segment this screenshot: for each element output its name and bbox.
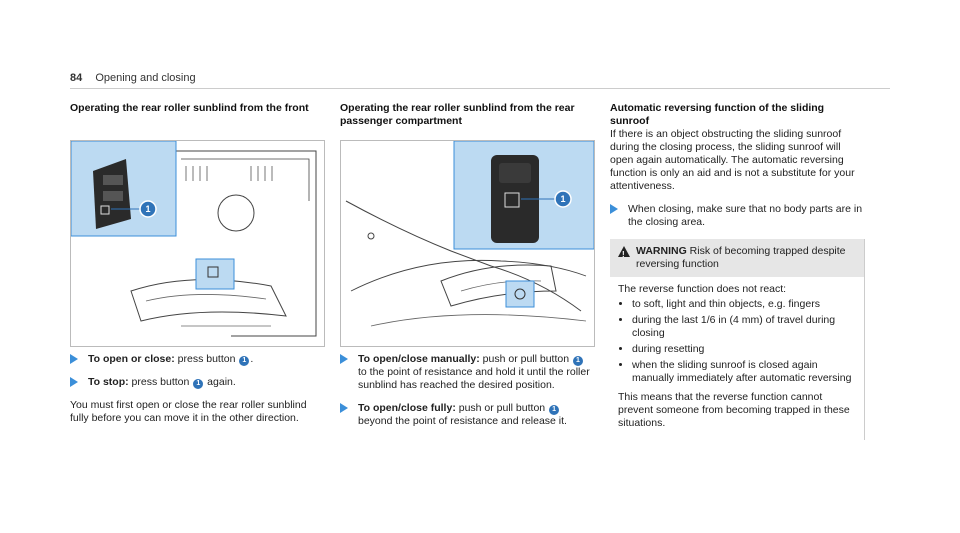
step-label: To open or close: (88, 353, 175, 365)
header-divider (70, 88, 890, 89)
page-number: 84 (70, 72, 83, 84)
step-label: To open/close manually: (358, 353, 480, 365)
step-open-close: To open or close: press button 1 . (70, 353, 325, 366)
callout-badge: 1 (549, 405, 559, 415)
paragraph-intro: If there is an object obstructing the sliding sunroof during the closing process, the sliding sunroof will open again automatically. The automatic reversing function is only an aid and is not a substitute for your attentiveness. (610, 128, 855, 192)
step-closing-caution: When closing, make sure that no body parts are in the closing area. (610, 203, 865, 229)
step-arrow-icon (340, 354, 348, 364)
figure-rear-door-panel (340, 140, 595, 347)
step-stop: To stop: press button 1 again. (70, 376, 325, 389)
warning-body (610, 277, 864, 440)
heading-sunroof: Automatic reversing function of the sliding sunroof (610, 102, 825, 127)
column-rear-steps (340, 353, 595, 438)
step-arrow-icon (610, 204, 618, 214)
warning-header (610, 239, 864, 277)
section-title: Opening and closing (95, 72, 196, 84)
warning-outro: This means that the reverse function cannot prevent someone from becoming trapped in these situations. (618, 391, 850, 429)
column-front (70, 102, 325, 115)
list-item: • when the sliding sunroof is closed again manually immediately after automatic reversing (632, 359, 856, 385)
page-header (70, 72, 196, 84)
list-item: • to soft, light and thin objects, e.g. fingers (632, 298, 856, 311)
warning-box (610, 239, 865, 440)
warning-bullet-list (618, 298, 856, 385)
overhead-panel-illustration (71, 141, 324, 346)
list-item: • during resetting (632, 343, 856, 356)
step-open-close-fully: To open/close fully: push or pull button 1 beyond the point of resistance and release it. (340, 402, 595, 428)
callout-badge: 1 (573, 356, 583, 366)
callout-1-label: 1 (560, 194, 566, 204)
warning-triangle-icon (618, 246, 630, 257)
step-label: To open/close fully: (358, 402, 456, 414)
step-arrow-icon (70, 354, 78, 364)
column-rear (340, 102, 595, 128)
figure-front-overhead-panel (70, 140, 325, 347)
column-front-steps (70, 353, 325, 431)
warning-title: Risk of becoming trapped despite reversing function (636, 245, 846, 270)
column-sunroof (610, 102, 865, 440)
step-arrow-icon (70, 377, 78, 387)
heading-rear: Operating the rear roller sunblind from the rear passenger compartment (340, 102, 575, 127)
step-arrow-icon (340, 403, 348, 413)
callout-badge: 1 (193, 379, 203, 389)
step-open-close-manually: To open/close manually: push or pull button 1 to the point of resistance and hold it until the roller sunblind has reached the desired position. (340, 353, 595, 392)
warning-label: WARNING (636, 245, 687, 257)
list-item: • during the last 1/6 in (4 mm) of travel during closing (632, 314, 856, 340)
rear-door-illustration (341, 141, 594, 346)
callout-badge: 1 (239, 356, 249, 366)
step-label: To stop: (88, 376, 129, 388)
heading-front: Operating the rear roller sunblind from the front (70, 102, 309, 114)
warning-intro: The reverse function does not react: (618, 283, 787, 295)
callout-1-label: 1 (145, 204, 151, 214)
paragraph-note: You must first open or close the rear roller sunblind fully before you can move it in the other direction. (70, 399, 307, 424)
